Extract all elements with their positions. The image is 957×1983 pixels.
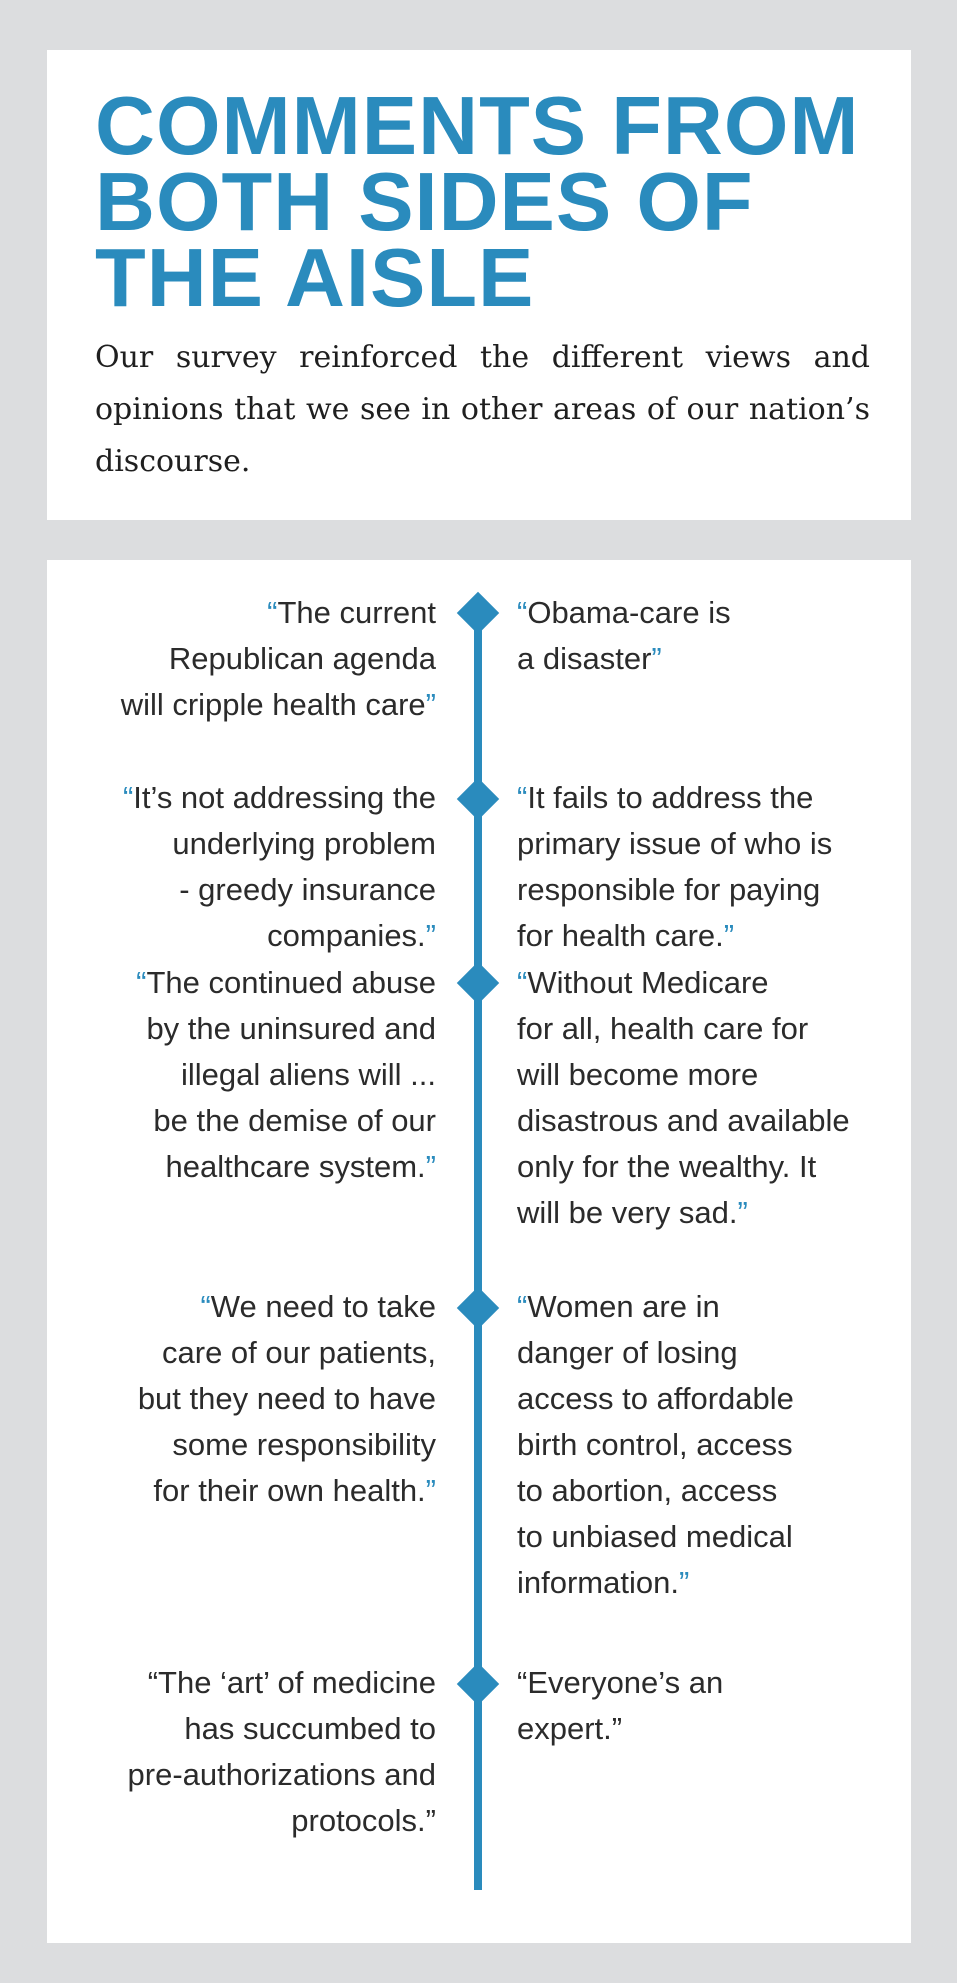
right-quote-text: It fails to address the primary issue of who is responsible for paying for health care.: [517, 780, 833, 953]
timeline-diamond-marker: [457, 778, 499, 820]
close-quote-mark: ”: [651, 641, 662, 676]
header-panel: [47, 50, 911, 520]
left-quote-text: It’s not addressing the underlying problem - greedy insurance companies.: [133, 780, 436, 953]
close-quote-mark: ”: [425, 687, 436, 722]
open-quote-mark: “: [136, 965, 147, 1000]
open-quote-mark: “: [517, 595, 528, 630]
open-quote-mark: “: [517, 1289, 528, 1324]
left-quote: [36, 960, 436, 1190]
close-quote-mark: ”: [678, 1565, 690, 1600]
timeline-diamond-marker: [457, 962, 499, 1004]
right-quote: [517, 1660, 897, 1752]
page-title: COMMENTS FROM BOTH SIDES OF THE AISLE: [95, 79, 860, 324]
left-quote-text: The ‘art’ of medicine has succumbed to pre-authorizations and protocols.: [127, 1665, 436, 1838]
right-quote-text: Without Medicare for all, health care for will become more disastrous and available only for the wealthy. It will be very sad.: [517, 965, 850, 1230]
open-quote-mark: “: [267, 595, 278, 630]
close-quote-mark: ”: [425, 918, 436, 953]
close-quote-mark: ”: [737, 1195, 748, 1230]
close-quote-mark: ”: [425, 1149, 436, 1184]
left-quote: [36, 590, 436, 728]
timeline-diamond-marker: [457, 592, 499, 634]
close-quote-mark: ”: [425, 1473, 436, 1508]
left-quote-text: The current Republican agenda will cripple health care: [120, 595, 436, 722]
open-quote-mark: “: [122, 780, 134, 815]
left-quote-text: We need to take care of our patients, but they need to have some responsibility for their own health.: [137, 1289, 436, 1508]
right-quote: [517, 960, 897, 1236]
close-quote-mark: ”: [425, 1803, 436, 1838]
open-quote-mark: “: [200, 1289, 211, 1324]
left-quote: [36, 1284, 436, 1514]
open-quote-mark: “: [147, 1665, 159, 1700]
left-quote-text: The continued abuse by the uninsured and illegal aliens will ... be the demise of our healthcare system.: [146, 965, 436, 1184]
right-quote: [517, 1284, 897, 1606]
right-quote-text: Everyone’s an expert.: [517, 1665, 724, 1746]
quotes-panel: [47, 560, 911, 1943]
right-quote-text: Women are in danger of losing access to affordable birth control, access to abortion, access to unbiased medical information.: [517, 1289, 794, 1600]
open-quote-mark: “: [517, 965, 528, 1000]
open-quote-mark: “: [517, 1665, 528, 1700]
timeline-diamond-marker: [457, 1287, 499, 1329]
left-quote: [36, 775, 436, 959]
timeline-diamond-marker: [457, 1663, 499, 1705]
right-quote-text: Obama-care is a disaster: [517, 595, 731, 676]
right-quote: [517, 775, 897, 959]
open-quote-mark: “: [517, 780, 528, 815]
page-subtitle: Our survey reinforced the different views and opinions that we see in other areas of our nation’s discourse.: [95, 340, 870, 479]
left-quote: [36, 1660, 436, 1844]
close-quote-mark: ”: [723, 918, 735, 953]
close-quote-mark: ”: [611, 1711, 623, 1746]
right-quote: [517, 590, 897, 682]
